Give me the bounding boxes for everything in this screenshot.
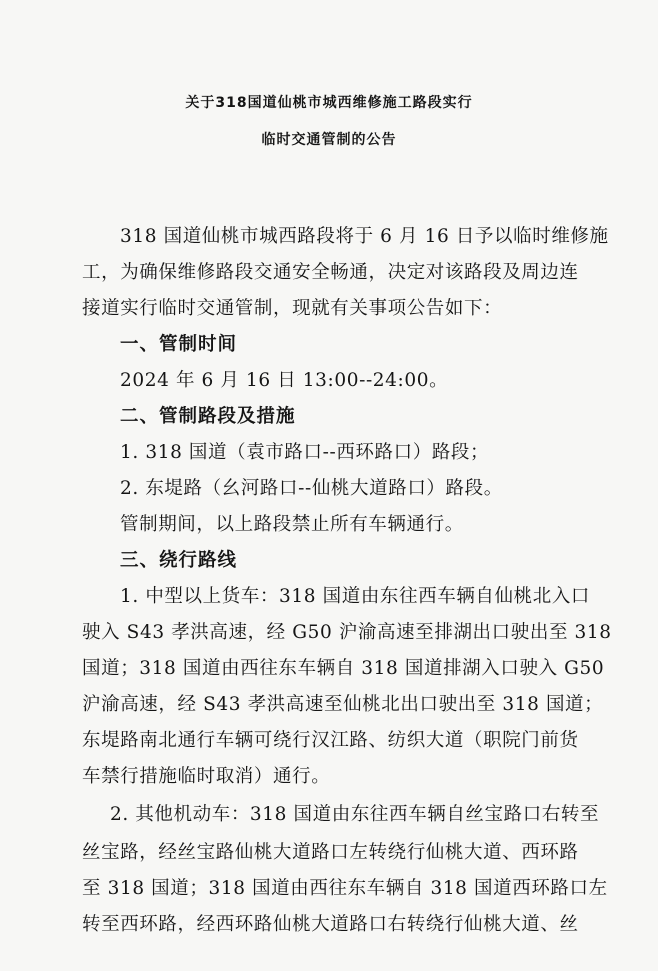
section3-item1-line-5: 东堤路南北通行车辆可绕行汉江路、纺织大道（职院门前货 <box>82 730 579 751</box>
section3-item2-line-4: 转至西环路，经西环路仙桃大道路口右转绕行仙桃大道、丝 <box>82 914 579 935</box>
intro-line-1: 318 国道仙桃市城西路段将于 6 月 16 日予以临时维修施 <box>120 226 609 247</box>
section1-text: 2024 年 6 月 16 日 13:00--24:00。 <box>120 370 449 391</box>
title-line-1: 关于318国道仙桃市城西维修施工路段实行 <box>185 95 473 111</box>
section3-item1-line-3: 国道；318 国道由西往东车辆自 318 国道排湖入口驶入 G50 <box>82 658 605 679</box>
section3-heading: 三、绕行路线 <box>120 550 238 571</box>
section3-item1-line-6: 车禁行措施临时取消）通行。 <box>82 766 331 787</box>
section3-item1-line-4: 沪渝高速，经 S43 孝洪高速至仙桃北出口驶出至 318 国道； <box>82 694 604 715</box>
section3-item2-line-2: 丝宝路，经丝宝路仙桃大道路口左转绕行仙桃大道、西环路 <box>82 842 579 863</box>
section3-item2-line-3: 至 318 国道；318 国道由西往东车辆自 318 国道西环路口左 <box>82 878 608 899</box>
title-line-2: 临时交通管制的公告 <box>261 132 397 148</box>
section1-heading: 一、管制时间 <box>120 334 238 355</box>
section2-item-2: 2. 东堤路（幺河路口--仙桃大道路口）路段。 <box>120 478 503 499</box>
section2-heading: 二、管制路段及措施 <box>120 406 296 427</box>
section3-item1-line-1: 1. 中型以上货车：318 国道由东往西车辆自仙桃北入口 <box>120 586 591 607</box>
section2-item-1: 1. 318 国道（袁市路口--西环路口）路段； <box>120 442 490 463</box>
section2-note: 管制期间，以上路段禁止所有车辆通行。 <box>120 514 464 535</box>
section3-item1-line-2: 驶入 S43 孝洪高速，经 G50 沪渝高速至排湖出口驶出至 318 <box>82 622 612 643</box>
intro-line-2: 工，为确保维修路段交通安全畅通，决定对该路段及周边连 <box>82 262 579 283</box>
section3-item2-line-1: 2. 其他机动车：318 国道由东往西车辆自丝宝路口右转至 <box>110 804 600 825</box>
intro-line-3: 接道实行临时交通管制，现就有关事项公告如下： <box>82 298 503 319</box>
